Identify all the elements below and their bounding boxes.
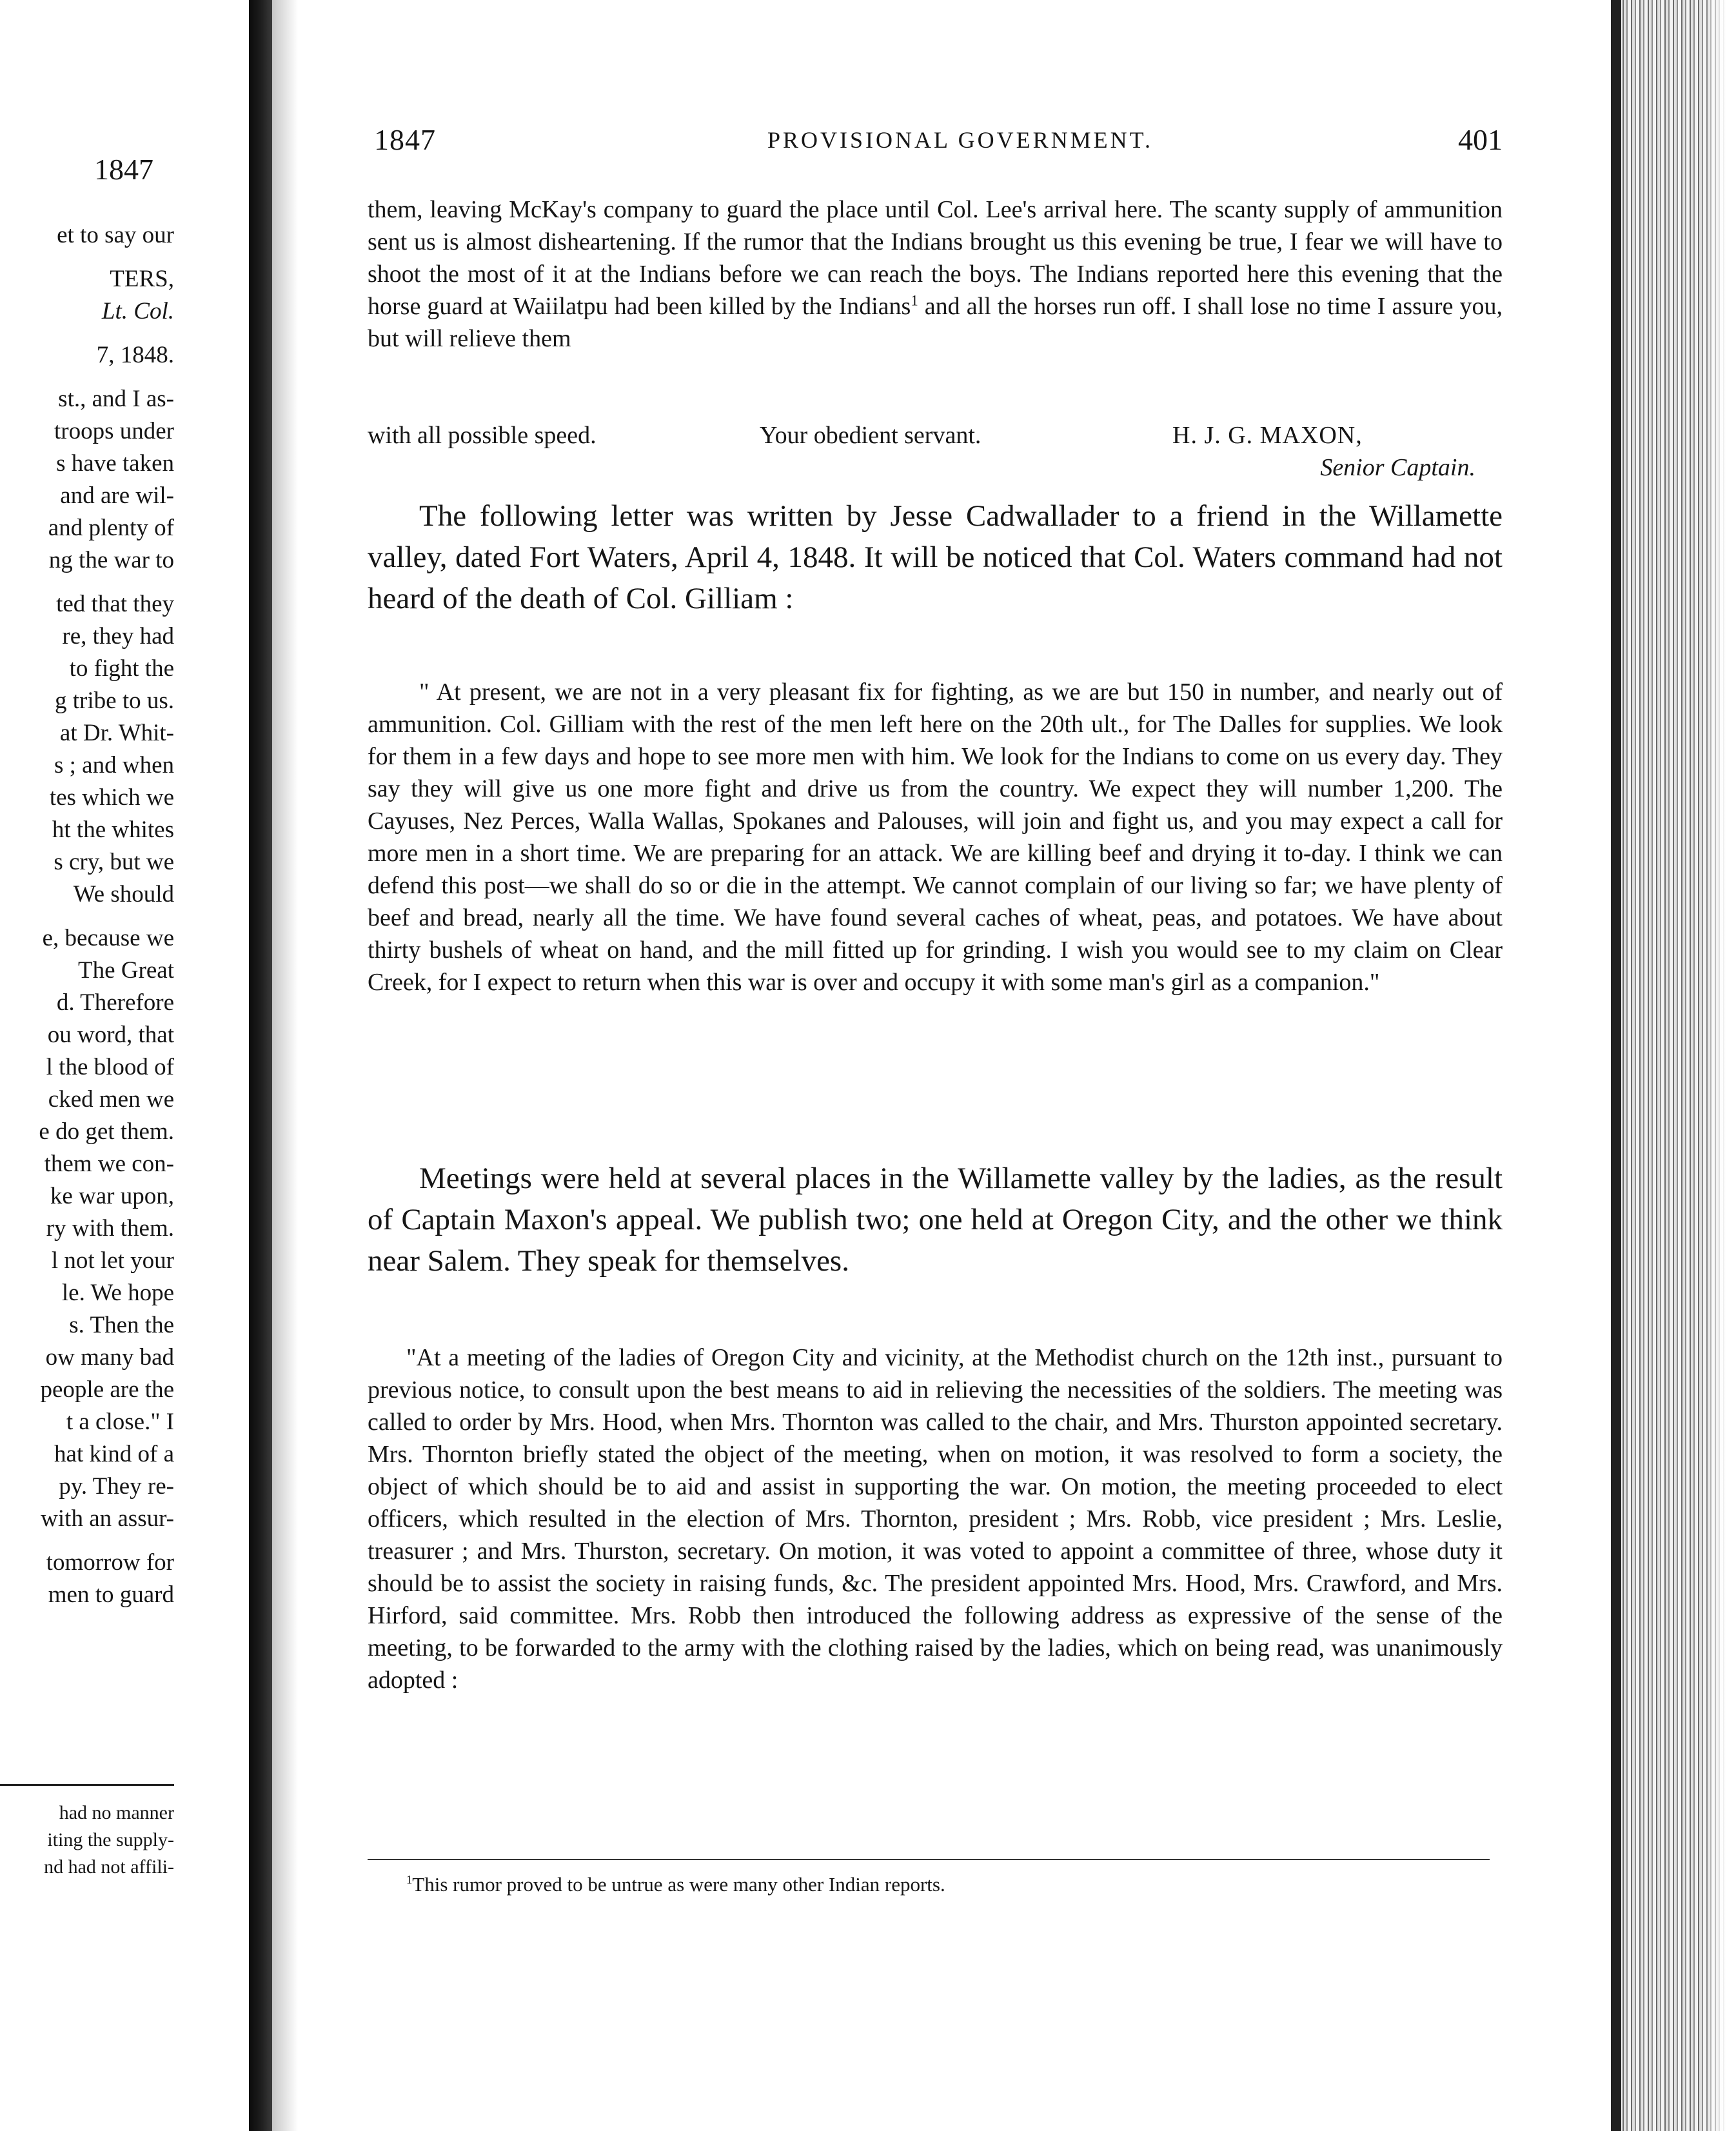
- spine-shadow: [272, 0, 298, 2131]
- left-page-line: them we con-: [44, 1151, 174, 1177]
- page-edge-fade: [1702, 0, 1736, 2131]
- left-page-line: ted that they: [56, 591, 174, 617]
- letter-continuation: [368, 193, 1503, 355]
- left-page-line: with an assur-: [41, 1505, 174, 1532]
- left-page-line: Lt. Col.: [101, 298, 174, 324]
- left-page-line: e, because we: [42, 925, 174, 951]
- ladies-meeting-text: "At a meeting of the ladies of Oregon City and vicinity, at the Methodist church on the 12th inst., pursuant to previous notice, to consult upon the best means to aid in relieving the necessities of the soldiers. The meeting was called to order by Mrs. Hood, when Mrs. Thornton was called to the chair, and Mrs. Thurston appointed secretary. Mrs. Thornton briefly stated the object of the meeting, when on motion, it was resolved to form a society, the object of which should be to aid and assist in supporting the war. On motion, the meeting proceeded to elect officers, which resulted in the election of Mrs. Thornton, president ; Mrs. Robb, vice president ; Mrs. Leslie, treasurer ; and Mrs. Thurston, secretary. On motion, it was voted to appoint a committee of three, whose duty it should be to assist the society in raising funds, &c. The president appointed Mrs. Hood, Mrs. Crawford, and Mrs. Hirford, said committee. Mrs. Robb then introduced the following address as expressive of the sense of the meeting, to be forwarded to the army with the clothing raised by the ladies, which on being read, was unanimously adopted :: [368, 1344, 1503, 1694]
- left-page-line: tes which we: [49, 784, 174, 811]
- left-page-line: troops under: [54, 418, 174, 444]
- left-page-line: py. They re-: [59, 1473, 174, 1500]
- left-page-line: et to say our: [57, 222, 174, 248]
- left-page-line: s. Then the: [69, 1312, 174, 1338]
- left-page-line: and plenty of: [48, 515, 174, 541]
- left-page-line: ou word, that: [47, 1022, 174, 1048]
- left-page-line: ry with them.: [46, 1215, 174, 1242]
- left-page-fragment: [0, 0, 174, 1935]
- left-page-line: d. Therefore: [56, 989, 174, 1016]
- left-page-line: t a close." I: [66, 1409, 174, 1435]
- left-page-line: TERS,: [110, 266, 174, 292]
- continuation-text-b: and all the horses run off. I shall lose no time I assure you, but will relieve them: [368, 293, 1503, 352]
- left-page-line: l the blood of: [46, 1054, 174, 1080]
- left-page-line: s cry, but we: [54, 849, 174, 875]
- intro-paragraph-cadwallader: [368, 495, 1503, 619]
- left-page-footnotes: [0, 1799, 174, 1881]
- left-page-line: tomorrow for: [46, 1549, 174, 1576]
- signature-title: Senior Captain.: [1320, 454, 1475, 481]
- cadwallader-letter-text: " At present, we are not in a very pleasant fix for fighting, as we are but 150 in number, and nearly out of ammunition. Col. Gilliam with the rest of the men left here on the 20th ult., for The Dalles for supplies. We look for them in a few days and hope to see more men with him. We look for the Indians to come on us every day. They say they will give us one more fight and drive us from the country. We expect they will number 1,200. The Cayuses, Nez Perces, Walla Wallas, Spokanes and Palouses, will join and fight us, and you may expect a call for more men in a short time. We are preparing for an attack. We are killing beef and drying it to-day. I think we can defend this post—we shall do so or die in the attempt. We cannot complain of our living so far; we have plenty of beef and bread, nearly all the time. We have found several caches of wheat, peas, and potatoes. We have about thirty bushels of wheat on hand, and the mill fitted up for grinding. I wish you would see to my claim on Clear Creek, for I expect to return when this war is over and occupy it with some man's girl as a companion.": [368, 679, 1503, 996]
- left-footnote-line: nd had not affili-: [44, 1856, 174, 1878]
- continuation-text-a: them, leaving McKay's company to guard the place until Col. Lee's arrival here. The scanty supply of ammunition sent us is almost disheartening. If the rumor that the Indians brought us this evening be true, I fear we will have to shoot the most of it at the Indians before we can reach the boys. The Indians reported here this evening that the horse guard at Waiilatpu had been killed by the Indians: [368, 196, 1503, 320]
- left-footnote-line: had no manner: [59, 1802, 174, 1823]
- intro-paragraph-meetings: [368, 1158, 1503, 1282]
- left-footnote-rule: [0, 1784, 174, 1786]
- footnote-reference: 1: [911, 292, 918, 309]
- intro-meetings-text: Meetings were held at several places in the Willamette valley by the ladies, as the result of Captain Maxon's appeal. We publish two; one held at Oregon City, and the other we think near Salem. They speak for themselves.: [368, 1162, 1503, 1278]
- left-page-line: We should: [73, 881, 174, 907]
- running-head-title: PROVISIONAL GOVERNMENT.: [767, 127, 1153, 153]
- left-page-line: l not let your: [51, 1247, 174, 1274]
- left-page-line: The Great: [78, 957, 174, 984]
- left-footnote-line: iting the supply-: [47, 1829, 174, 1850]
- left-page-year: 1847: [94, 153, 153, 186]
- running-head: [374, 123, 1503, 168]
- left-page-line: re, they had: [62, 623, 174, 649]
- book-spine: [249, 0, 272, 2131]
- left-page-line: and are wil-: [60, 482, 174, 509]
- left-page-line: cked men we: [48, 1086, 174, 1113]
- left-page-line: st., and I as-: [58, 386, 174, 412]
- left-page-line: ht the whites: [52, 817, 174, 843]
- intro-cadwallader-text: The following letter was written by Jesse Cadwallader to a friend in the Willamette valley, dated Fort Waters, April 4, 1848. It will be noticed that Col. Waters command had not heard of the death of Col. Gilliam :: [368, 499, 1503, 615]
- ladies-meeting-report: [368, 1342, 1503, 1696]
- footnote-text: This rumor proved to be untrue as were many other Indian reports.: [412, 1873, 945, 1896]
- signature-name: H. J. G. MAXON,: [1172, 422, 1363, 449]
- running-head-year: 1847: [374, 123, 436, 156]
- cadwallader-letter: [368, 676, 1503, 998]
- left-page-line: ke war upon,: [50, 1183, 174, 1209]
- left-page-line: hat kind of a: [54, 1441, 174, 1467]
- footnote-marker: 1: [406, 1873, 413, 1887]
- footnote: [406, 1872, 945, 1898]
- footnote-rule: [368, 1859, 1490, 1860]
- left-page-line: at Dr. Whit-: [59, 720, 174, 746]
- left-page-line: le. We hope: [61, 1280, 174, 1306]
- right-page: [303, 0, 1606, 2131]
- left-page-line: s ; and when: [54, 752, 174, 778]
- left-page-line: s have taken: [56, 450, 174, 477]
- left-page-lines: [0, 219, 174, 1611]
- signature-closing: with all possible speed.: [368, 422, 597, 449]
- page-edge-shadow: [1611, 0, 1621, 2131]
- page-number: 401: [1458, 123, 1503, 156]
- left-page-line: people are the: [40, 1376, 174, 1403]
- left-page-line: men to guard: [48, 1581, 174, 1608]
- left-page-line: ng the war to: [48, 547, 174, 573]
- left-page-line: g tribe to us.: [55, 688, 174, 714]
- left-page-line: 7, 1848.: [96, 342, 174, 368]
- left-page-line: e do get them.: [39, 1118, 174, 1145]
- signature-salutation: Your obedient servant.: [760, 422, 981, 449]
- left-page-line: ow many bad: [45, 1344, 174, 1371]
- left-page-line: to fight the: [69, 655, 174, 682]
